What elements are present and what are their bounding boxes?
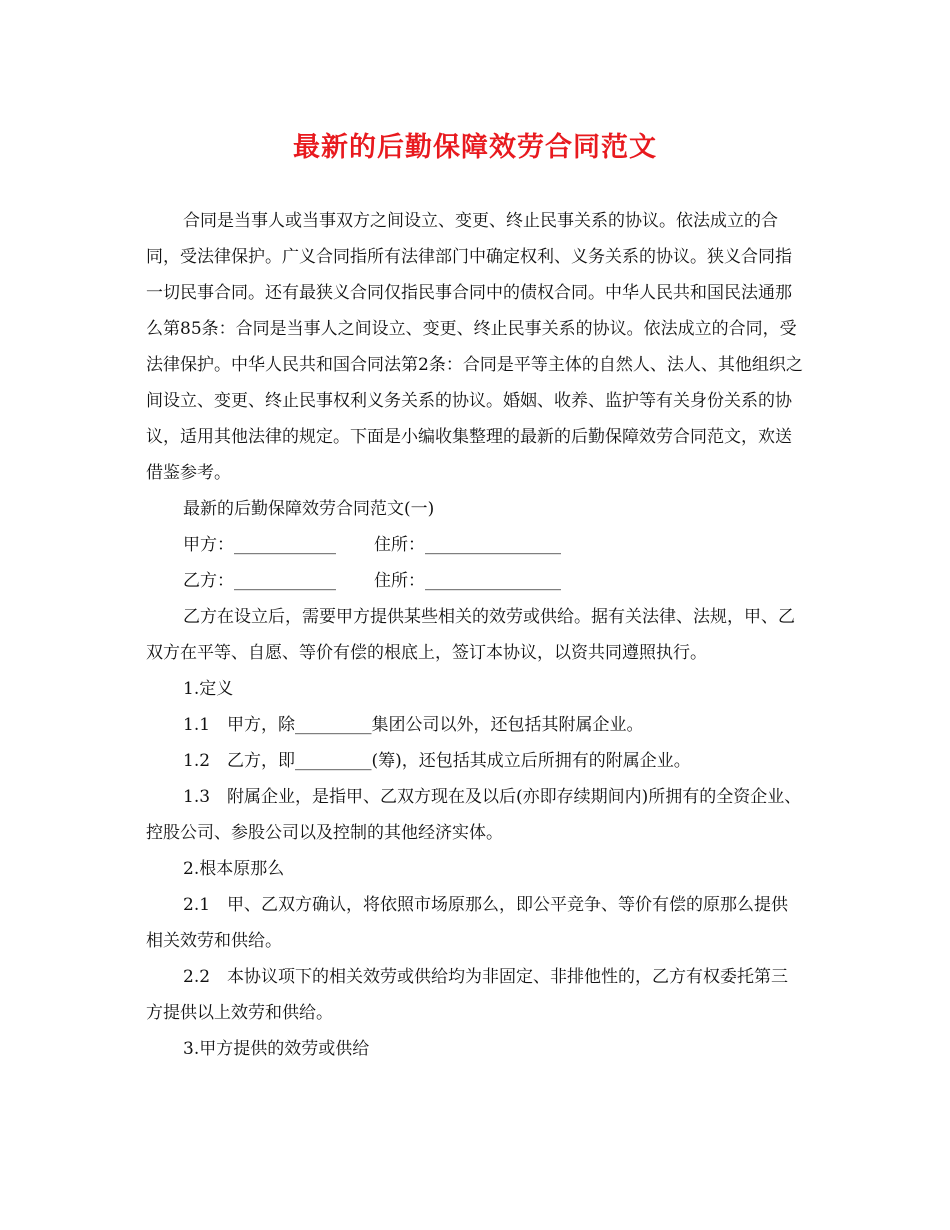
document-body (146, 203, 804, 1067)
party-b-row (146, 563, 804, 599)
section-2-heading: 2.根本原那么 (183, 859, 285, 879)
clause-2-1: 2.1 甲、乙双方确认，将依照市场原那么，即公平竞争、等价有偿的原那么提供相关效劳和供给。 (146, 895, 789, 951)
preamble-paragraph: 乙方在设立后，需要甲方提供某些相关的效劳或供给。据有关法律、法规，甲、乙双方在平等、自愿、等价有偿的根底上，签订本协议，以资共同遵照执行。 (146, 607, 795, 663)
section-1-heading: 1.定义 (183, 679, 234, 699)
document-title: 最新的后勤保障效劳合同范文 (293, 132, 657, 163)
party-b-address-blank: ________________ (425, 571, 561, 591)
party-a-address-blank: ________________ (425, 535, 561, 555)
clause-1-2: 1.2 乙方，即_________(筹)，还包括其成立后所拥有的附属企业。 (183, 751, 691, 771)
clause-1-1: 1.1 甲方，除_________集团公司以外，还包括其附属企业。 (183, 715, 644, 735)
party-b-address-label: 住所： (374, 571, 425, 591)
party-a-row (146, 527, 804, 563)
clause-2-2: 2.2 本协议项下的相关效劳或供给均为非固定、非排他性的，乙方有权委托第三方提供以上效劳和供给。 (146, 967, 789, 1023)
party-a-address-label: 住所： (374, 535, 425, 555)
party-a-blank: ____________ (234, 535, 336, 555)
party-a-label: 甲方： (183, 535, 234, 555)
section-3-heading: 3.甲方提供的效劳或供给 (183, 1039, 370, 1059)
intro-paragraph: 合同是当事人或当事双方之间设立、变更、终止民事关系的协议。依法成立的合同，受法律保护。广义合同指所有法律部门中确定权利、义务关系的协议。狭义合同指一切民事合同。还有最狭义合同仅指民事合同中的债权合同。中华人民共和国民法通那么第85条：合同是当事人之间设立、变更、终止民事关系的协议。依法成立的合同，受法律保护。中华人民共和国合同法第2条：合同是平等主体的自然人、法人、其他组织之间设立、变更、终止民事权利义务关系的协议。婚姻、收养、监护等有关身份关系的协议，适用其他法律的规定。下面是小编收集整理的最新的后勤保障效劳合同范文，欢送借鉴参考。 (146, 211, 803, 483)
contract-subtitle: 最新的后勤保障效劳合同范文(一) (183, 499, 435, 519)
party-b-label: 乙方： (183, 571, 234, 591)
party-b-blank: ____________ (234, 571, 336, 591)
clause-1-3: 1.3 附属企业，是指甲、乙双方现在及以后(亦即存续期间内)所拥有的全资企业、控股公司、参股公司以及控制的其他经济实体。 (146, 787, 802, 843)
